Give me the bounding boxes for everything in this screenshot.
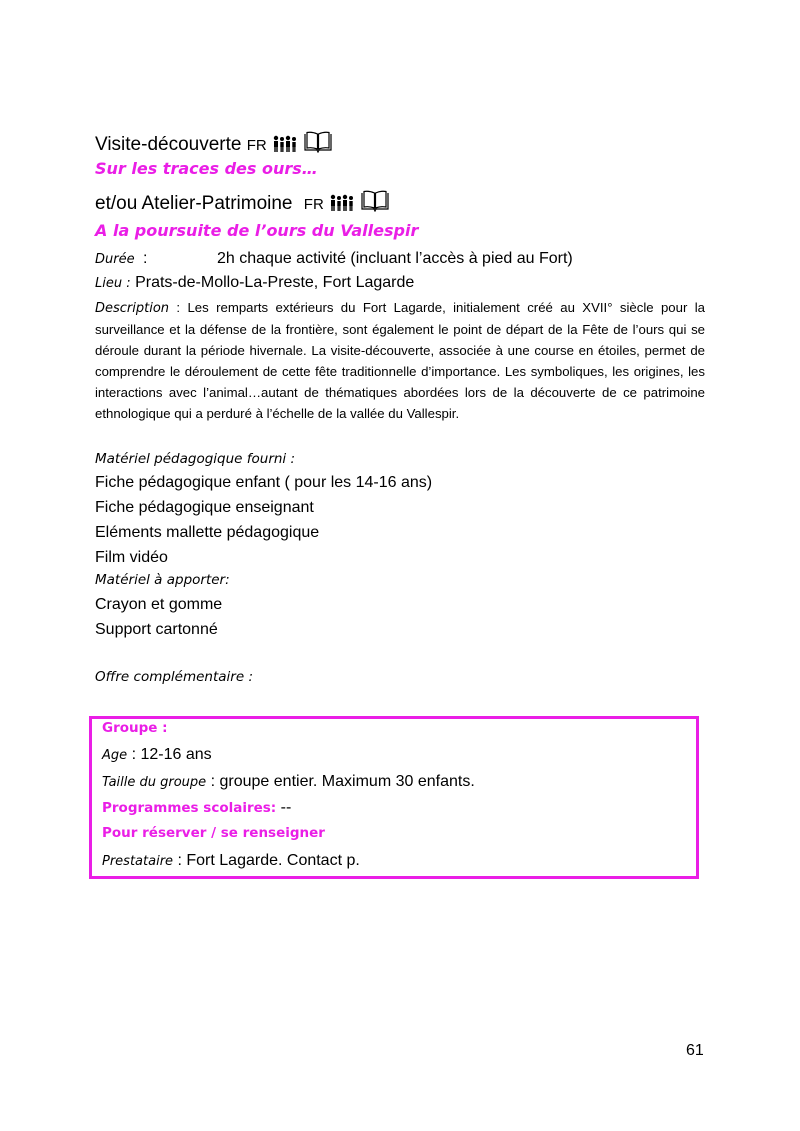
lieu-label: Lieu :	[95, 276, 131, 291]
programmes-value: --	[276, 799, 292, 816]
open-book-icon	[360, 190, 390, 218]
language-tag-1: FR	[246, 137, 267, 154]
age-row	[102, 746, 212, 764]
prestataire-row	[102, 852, 360, 870]
materiel-apporter-label: Matériel à apporter:	[95, 572, 230, 588]
people-group-icon	[329, 194, 355, 218]
prestataire-value: : Fort Lagarde. Contact p.	[173, 852, 360, 869]
duree-value: 2h chaque activité (incluant l’accès à pied au Fort)	[217, 250, 573, 267]
reserver-heading: Pour réserver / se renseigner	[102, 825, 325, 841]
materiel-apporter-item: Support cartonné	[95, 621, 218, 638]
activity-title-2	[95, 190, 390, 218]
description-label: Description	[95, 301, 170, 316]
duree-label: Durée	[95, 252, 135, 267]
age-value: : 12-16 ans	[127, 746, 212, 763]
prestataire-label: Prestataire	[102, 854, 174, 869]
taille-label: Taille du groupe	[102, 775, 207, 790]
description-text: : Les remparts extérieurs du Fort Lagarde, initialement créé au XVII° siècle pour la surveillance et la défense de la frontière, sont également le point de départ de la Fête de l’ours qui se déroule durant la période hivernale. La visite-découverte, associée à une course en étoiles, permet de comprendre le déroulement de cette fête traditionnelle d’importance. Les symboliques, les origines, les interactions avec l’animal…autant de thématiques abordées lors de la découverte de ce patrimoine ethnologique qui a perduré à l’échelle de la vallée du Vallespir.	[95, 300, 705, 421]
materiel-fourni-label: Matériel pédagogique fourni :	[95, 451, 296, 467]
materiel-fourni-item: Film vidéo	[95, 549, 168, 566]
open-book-icon	[303, 131, 333, 159]
lieu-value: Prats-de-Mollo-La-Preste, Fort Lagarde	[135, 274, 415, 291]
taille-value: : groupe entier. Maximum 30 enfants.	[206, 773, 475, 790]
duree-row	[95, 250, 573, 268]
programmes-row	[102, 799, 291, 817]
materiel-fourni-item: Eléments mallette pédagogique	[95, 524, 320, 541]
materiel-fourni-item: Fiche pédagogique enseignant	[95, 499, 314, 516]
duree-sep: :	[143, 250, 148, 267]
activity-title-2-text: et/ou Atelier-Patrimoine	[95, 193, 293, 214]
activity-subtitle-1: Sur les traces des ours…	[95, 159, 318, 178]
taille-row	[102, 773, 475, 791]
age-label: Age	[102, 748, 128, 763]
programmes-label: Programmes scolaires:	[102, 800, 277, 816]
offre-label: Offre complémentaire :	[95, 669, 253, 685]
lieu-row	[95, 274, 414, 292]
description-paragraph	[95, 297, 705, 424]
groupe-heading: Groupe :	[102, 720, 168, 736]
materiel-apporter-item: Crayon et gomme	[95, 596, 223, 613]
materiel-fourni-item: Fiche pédagogique enfant ( pour les 14-16 ans)	[95, 474, 433, 491]
activity-title-1-text: Visite-découverte	[95, 134, 242, 155]
language-tag-2: FR	[303, 196, 324, 213]
people-group-icon	[272, 135, 298, 159]
activity-title-1	[95, 131, 333, 159]
activity-subtitle-2: A la poursuite de l’ours du Vallespir	[95, 221, 419, 240]
page-number: 61	[686, 1042, 704, 1059]
